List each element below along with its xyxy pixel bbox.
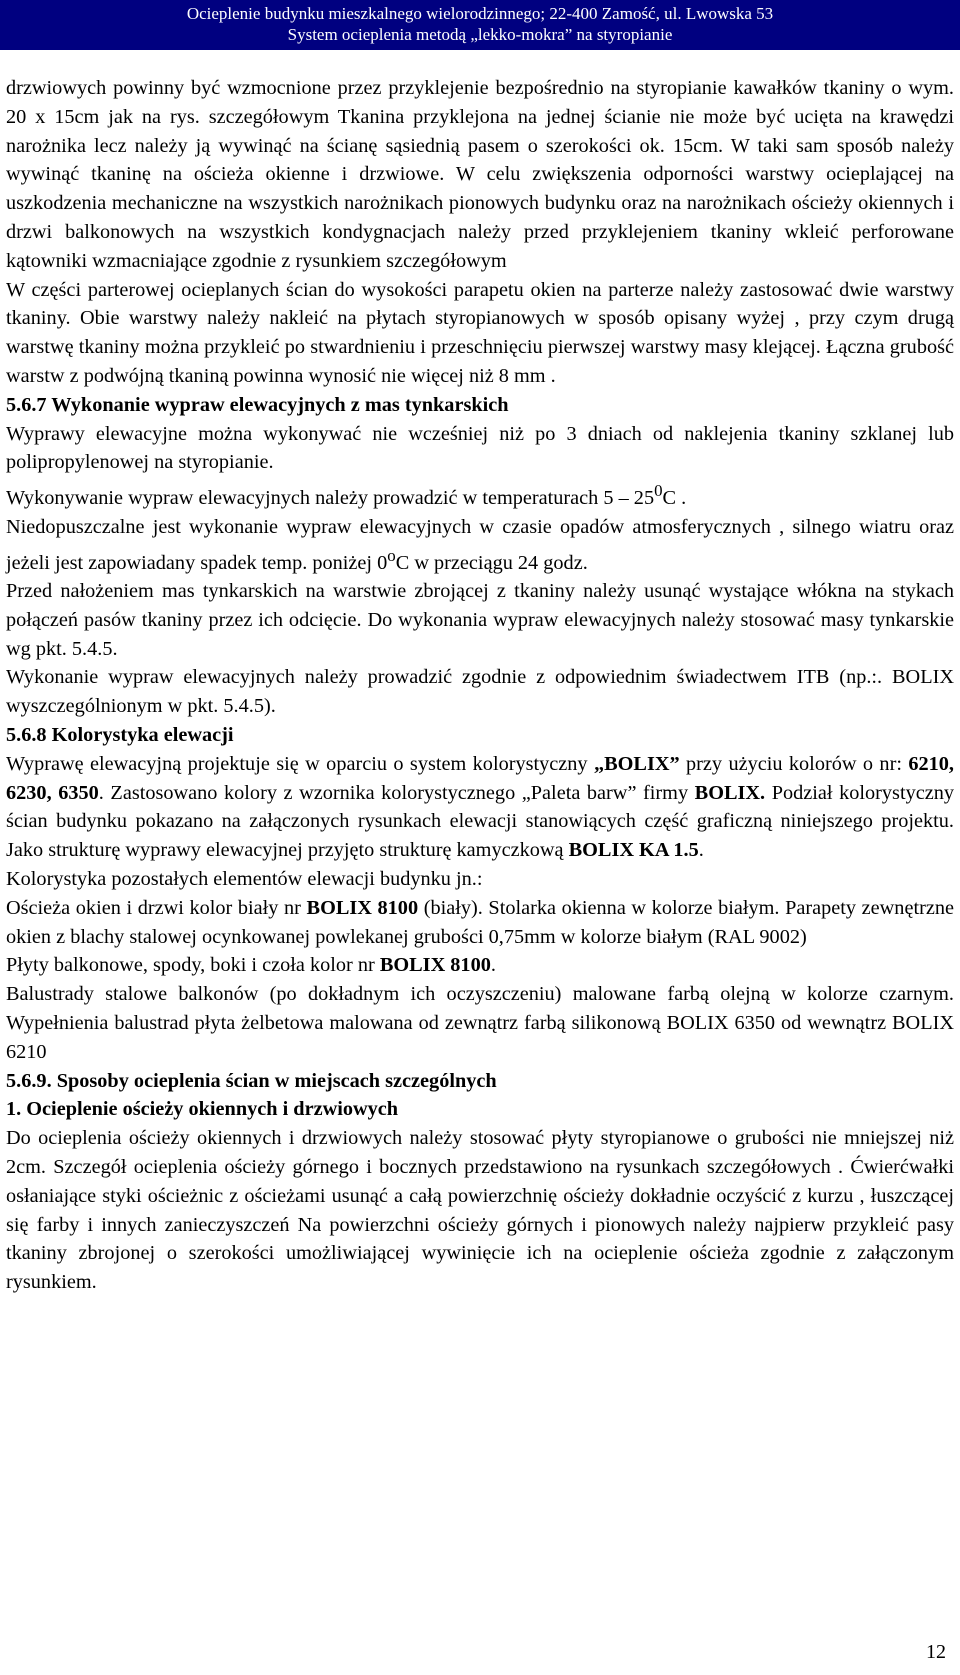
paragraph-render-weather bbox=[6, 513, 954, 577]
superscript: o bbox=[387, 545, 396, 565]
text: przy użyciu kolorów o nr: bbox=[679, 752, 909, 775]
text: . bbox=[490, 954, 496, 977]
header-line-2: System ocieplenia metodą „lekko-mokra” na styropianie bbox=[287, 25, 673, 44]
running-header bbox=[0, 0, 960, 50]
section-heading-5-6-7: 5.6.7 Wykonanie wypraw elewacyjnych z mas tynkarskich bbox=[6, 393, 509, 416]
text: Wykonywanie wypraw elewacyjnych należy prowadzić w temperaturach 5 – 25 bbox=[6, 486, 655, 509]
text: Wyprawę elewacyjną projektuje się w oparciu o system kolorystyczny bbox=[6, 752, 594, 775]
paragraph-reveal-insulation: Do ocieplenia ościeży okiennych i drzwiowych należy stosować płyty styropianowe o grubości nie mniejszej niż 2cm. Szczegół ocieplenia ościeży górnego i bocznych przedstawiono na rysunkach szczegółowych . Ćwierćwałki osłaniające styki ościeżnic z ościeżami usunąć a całą powierzchnię ościeży dokładnie oczyścić z kurzu , łuszczącej się farby i innych zanieczyszczeń Na powierzchni ościeży górnych i pionowych należy najpierw przykleić pasy tkaniny zbrojonej o szerokości umożliwiającej wywinięcie ich na ocieplenie ościeża zgodnie z załączonym rysunkiem. bbox=[6, 1127, 954, 1294]
text: . Zastosowano kolory z wzornika kolorystycznego „Paleta barw” firmy bbox=[98, 781, 695, 804]
header-line-1: Ocieplenie budynku mieszkalnego wielorodzinnego; 22-400 Zamość, ul. Lwowska 53 bbox=[186, 4, 774, 23]
paragraph-double-mesh: W części parterowej ocieplanych ścian do wysokości parapetu okien na parterze należy zastosować dwie warstwy tkaniny. Obie warstwy należy nakleić na płytach styropianowych w sposób opisany wyżej , przy czym drugą warstwę tkaniny można przykleić po stwardnieniu i przeschnięciu pierwszej warstwy masy klejącej. Łączna grubość warstw z podwójną tkaniną powinna wynosić nie więcej niż 8 mm . bbox=[6, 278, 954, 387]
bold-text: BOLIX. bbox=[694, 781, 766, 804]
section-heading-5-6-8: 5.6.8 Kolorystyka elewacji bbox=[6, 724, 234, 747]
text: Ościeża okien i drzwi kolor biały nr bbox=[6, 896, 307, 919]
section-heading-5-6-9: 5.6.9. Sposoby ocieplenia ścian w miejscach szczególnych bbox=[6, 1069, 497, 1092]
subsection-heading-1: 1. Ocieplenie ościeży okiennych i drzwiowych bbox=[6, 1098, 399, 1121]
text: (biały). Stolarka okienna w kolorze białym. Parapety zewnętrzne okien z blachy stalowej ocynkowanej powlekanej grubości 0,75mm w kolorze białym (RAL 9002) bbox=[6, 896, 954, 948]
paragraph-render-temperature bbox=[6, 477, 954, 513]
document-body bbox=[6, 74, 954, 1297]
paragraph-reinforcement: drzwiowych powinny być wzmocnione przez przyklejenie bezpośrednio na styropianie kawałków tkaniny o wym. 20 x 15cm jak na rys. szczegółowym Tkanina przyklejona na jednej ścianie nie może być ucięta na krawędzi narożnika lecz należy ją wywinąć na ścianę sąsiednią pasem o szerokości ok. 15cm. W taki sam sposób należy wywinąć tkaninę na ościeża okienne i drzwiowe. W celu zwiększenia odporności warstwy ocieplającej na uszkodzenia mechaniczne na wszystkich narożnikach pionowych budynku oraz na narożnikach ościeży okiennych i drzwi balkonowych na wszystkich kondygnacjach należy przed przyklejeniem tkaniny wkleić perforowane kątowniki wzmacniające zgodnie z rysunkiem szczegółowym bbox=[6, 77, 954, 272]
bold-text: BOLIX 8100 bbox=[306, 896, 419, 919]
superscript: 0 bbox=[654, 481, 663, 501]
text: C w przeciągu 24 godz. bbox=[395, 551, 588, 574]
paragraph-balustrades: Balustrady stalowe balkonów (po dokładnym ich oczyszczeniu) malowane farbą olejną w kolorze czarnym. Wypełnienia balustrad płyta żelbetowa malowana od zewnątrz farbą silikonową BOLIX 6350 od wewnątrz BOLIX 6210 bbox=[6, 983, 954, 1063]
bold-text: „BOLIX” bbox=[593, 752, 680, 775]
paragraph-fibre-removal: Przed nałożeniem mas tynkarskich na warstwie zbrojącej z tkaniny należy usunąć wystające włókna na stykach połączeń pasów tkaniny przez ich odcięcie. Do wykonania wypraw elewacyjnych należy stosować masy tynkarskie wg pkt. 5.4.5. bbox=[6, 580, 954, 660]
paragraph-balcony-colors bbox=[6, 951, 954, 980]
bold-text: 6210, 6230, 6350 bbox=[6, 752, 954, 804]
paragraph-other-colors: Kolorystyka pozostałych elementów elewacji budynku jn.: bbox=[6, 868, 483, 891]
paragraph-window-colors bbox=[6, 894, 954, 952]
page-number: 12 bbox=[926, 1641, 946, 1663]
paragraph-color-system bbox=[6, 750, 954, 865]
paragraph-render-timing: Wyprawy elewacyjne można wykonywać nie wcześniej niż po 3 dniach od naklejenia tkaniny szklanej lub polipropylenowej na styropianie. bbox=[6, 422, 954, 474]
bold-text: BOLIX 8100 bbox=[379, 954, 491, 977]
text: . bbox=[698, 839, 704, 862]
text: C . bbox=[662, 486, 687, 509]
text: Płyty balkonowe, spody, boki i czoła kolor nr bbox=[6, 954, 380, 977]
paragraph-itb-certificate: Wykonanie wypraw elewacyjnych należy prowadzić zgodnie z odpowiednim świadectwem ITB (np.:. BOLIX wyszczególnionym w pkt. 5.4.5). bbox=[6, 666, 954, 718]
text: Podział kolorystyczny ścian budynku pokazano na załączonych rysunkach elewacji stanowiących część graficzną niniejszego projektu. Jako strukturę wyprawy elewacyjnej przyjęto strukturę kamyczkową bbox=[6, 781, 955, 862]
text: Niedopuszczalne jest wykonanie wypraw elewacyjnych w czasie opadów atmosferycznych , silnego wiatru oraz jeżeli jest zapowiadany spadek temp. poniżej 0 bbox=[6, 515, 954, 574]
bold-text: BOLIX KA 1.5 bbox=[568, 839, 699, 862]
